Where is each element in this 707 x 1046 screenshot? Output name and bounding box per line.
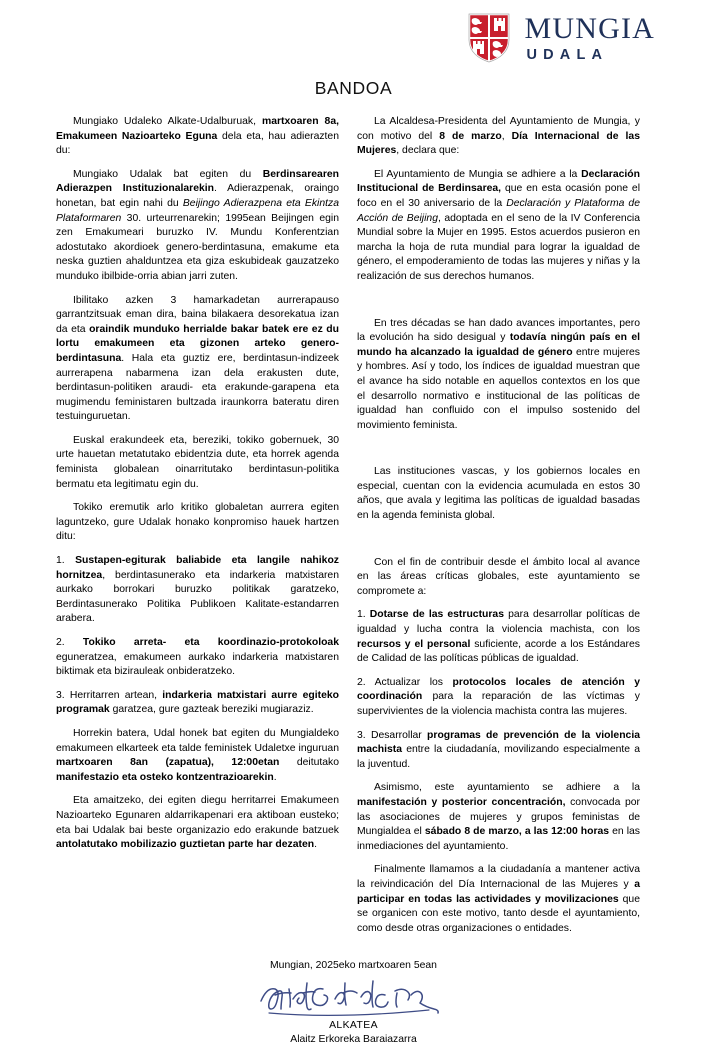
emphasis-bold: protocolos locales de atención y coordinación [357, 676, 640, 703]
basque-paragraph: 2. Tokiko arreta- eta koordinazio-protokoloak eguneratzea, emakumeen aurkako indarkeria matxistaren biktimak eta bizirauleak onbideratzeko. [56, 637, 339, 678]
signature-block [0, 959, 707, 1046]
column-basque [56, 115, 339, 862]
emphasis-bold: programas de prevención de la violencia machista [357, 729, 640, 756]
emphasis-bold: manifestación y posterior concentración, [357, 796, 566, 808]
page-title: BANDOA [314, 78, 393, 98]
emphasis-bold: todavía ningún país en el mundo ha alcanzado la igualdad de género [357, 332, 640, 358]
spanish-paragraph: La Alcaldesa-Presidenta del Ayuntamiento de Mungia, y con motivo del 8 de marzo, Día Internacional de las Mujeres, declara que: [357, 116, 640, 157]
two-column-body [0, 115, 707, 945]
mungia-coat-of-arms-icon [467, 12, 511, 64]
column-spanish [357, 115, 640, 945]
emphasis-bold: martxoaren 8a, Emakumeen Nazioarteko Eguna [56, 116, 339, 142]
logo-brand-name: MUNGIA [524, 11, 655, 45]
basque-paragraph: Ibilitako azken 3 hamarkadetan aurrerapauso garrantzitsuak eman dira, baina bilakaera desorekatua izan da eta oraindik munduko herrialde bakar batek ere ez du lortu emakumeen eta gizonen arteko genero-berdintasuna. Hala eta guztiz ere, berdintasun-indizeek aurrerapena nabarmena izan dela erakusten dute, berdintasun-politiken araudi- eta erakunde-garapena eta mugimendu feministaren bultzada iraunkorra bateratu diren testuinguruetan. [56, 294, 339, 423]
basque-paragraph: Euskal erakundeek eta, bereziki, tokiko gobernuek, 30 urte hauetan metatutako ebidentzia dute, eta horrek agenda feminista globalean oinarritutako berdintasun-politika bermatu eta legitimatu egin du. [56, 434, 339, 490]
basque-paragraph: 1. Sustapen-egiturak baliabide eta langile nahikoz hornitzea, berdintasunerako eta indarkeria matxistaren aurkako borrokari buruzko politikak garatzeko, Berdintasunerako Politika Publikoen Kalitate-estandarren arabera. [56, 555, 339, 625]
basque-paragraph: Horrekin batera, Udal honek bat egiten du Mungialdeko emakumeen elkarteek eta talde feministek Udaletxe inguruan martxoaren 8an (zapatua), 12:00etan deitutako manifestazio eta osteko kontzentrazioarekin. [56, 727, 340, 783]
logo-wordmark [524, 11, 655, 63]
emphasis-bold: Sustapen-egiturak baliabide eta langile nahikoz hornitzea [56, 555, 339, 581]
spanish-paragraph: El Ayuntamiento de Mungia se adhiere a la Declaración Institucional de Berdinsarea, que en esta ocasión pone el foco en el 30 aniversario de la Declaración y Plataforma de Acción de Beijing, adoptada en el seno de la IV Conferencia Mundial sobre la Mujer en 1995. Estos acuerdos pusieron en marcha la hoja de ruta mundial para lograr la igualdad de género, el empoderamiento de todas las mujeres y niñas y la realización de sus derechos humanos. [357, 168, 641, 282]
spanish-paragraph: Asimismo, este ayuntamiento se adhiere a la manifestación y posterior concentración, convocada por las asociaciones de mujeres y grupos feministas de Mungialdea el sábado 8 de marzo, a las 12:00 horas en las inmediaciones del ayuntamiento. [357, 782, 641, 852]
basque-paragraph: Tokiko eremutik arlo kritiko globaletan aurrera egiten laguntzeko, gure Udalak honako konpromiso hauek hartzen ditu: [56, 502, 339, 543]
logo-sub-brand-name: UDALA [526, 46, 609, 63]
emphasis-bold: oraindik munduko herrialde bakar batek ere ez du lortu emakumeen eta gizonen arteko genero-berdintasuna [56, 323, 339, 364]
emphasis-bold: indarkeria matxistari aurre egiteko programak [56, 689, 339, 716]
emphasis-bold: martxoaren 8an (zapatua), 12:00etan [56, 757, 280, 769]
emphasis-italic: Beijingo Adierazpena eta Ekintza Plataformaren [56, 197, 339, 224]
spanish-paragraph: Finalmente llamamos a la ciudadanía a mantener activa la reivindicación del Día Internacional de las Mujeres y a participar en todas las actividades y movilizaciones que se organicen con este motivo, tanto desde el ayuntamiento, como desde otras organizaciones o entidades. [357, 864, 640, 934]
signature-place-date: Mungian, 2025eko martxoaren 5ean [270, 960, 437, 972]
mungia-udala-logo [467, 12, 655, 64]
signer-role: ALKATEA [329, 1020, 378, 1032]
emphasis-bold: sábado 8 de marzo, a las 12:00 horas [424, 826, 610, 838]
emphasis-bold: Berdinsarearen Adierazpen Instituzionalarekin [56, 168, 339, 195]
emphasis-bold: Dotarse de las estructuras [369, 609, 504, 621]
emphasis-bold: recursos y el personal [357, 638, 471, 650]
emphasis-bold: Día Internacional de las Mujeres [357, 130, 640, 157]
emphasis-bold: manifestazio eta osteko kontzentrazioarekin [56, 771, 274, 783]
spanish-paragraph: 3. Desarrollar programas de prevención de la violencia machista entre la ciudadanía, movilizando especialmente a la juventud. [357, 729, 640, 770]
emphasis-bold: Tokiko arreta- eta koordinazio-protokoloak [82, 637, 339, 648]
signer-name: Alaitz Erkoreka Baraiazarra [290, 1033, 417, 1045]
spanish-paragraph: 1. Dotarse de las estructuras para desarrollar políticas de igualdad y lucha contra la violencia machista, con los recursos y el personal suficiente, acorde a los Estándares de Calidad de las políticas públicas de igualdad. [357, 609, 640, 665]
emphasis-bold: 8 de marzo [439, 130, 502, 142]
basque-paragraph: Mungiako Udalak bat egiten du Berdinsarearen Adierazpen Instituzionalarekin. Adierazpenak, oraingo honetan, bat egin nahi du Beijingo Adierazpena eta Ekintza Plataformaren 30. urteurrenarekin; 1995ean Beijingen egin zen Emakumeari buruzko IV. Mundu Konferentzian adostutako akordioek genero-berdintasuna, emakume eta neska guztien ahalduntzea eta giza eskubideak gauzatzeko munduko ibilbide-orria abian jarri zuten. [56, 168, 339, 282]
spanish-paragraph: Con el fin de contribuir desde el ámbito local al avance en las áreas críticas globales, este ayuntamiento se compromete a: [357, 556, 640, 597]
handwritten-signature-icon [0, 975, 707, 1019]
document-header [0, 0, 707, 72]
spanish-paragraph: En tres décadas se han dado avances importantes, pero la evolución ha sido desigual y todavía ningún país en el mundo ha alcanzado la igualdad de género entre mujeres y hombres. Así y todo, los índices de igualdad muestran que el avance ha sido notable en aquellos contextos en los que el desarrollo normativo e institucional de las políticas de igualdad han confluido con el impulso sostenido del movimiento feminista. [357, 317, 641, 431]
basque-paragraph: Eta amaitzeko, dei egiten diegu herritarrei Emakumeen Nazioarteko Egunaren aldarrikapenari era aktiboan eusteko; eta bai Udalak bai beste organizazio edo erakunde batzuek antolatutako mobilizazio guztietan parte har dezaten. [56, 795, 339, 851]
emphasis-bold: antolatutako mobilizazio guztietan parte har dezaten [56, 839, 315, 851]
basque-paragraph: 3. Herritarren artean, indarkeria matxistari aurre egiteko programak garatzea, gure gazteak bereziki mugiaraziz. [56, 689, 339, 716]
spanish-paragraph: Las instituciones vascas, y los gobiernos locales en especial, cuentan con la evidencia acumulada en estos 30 años, que avala y legitima las políticas de igualdad basadas en la agenda feminista global. [357, 466, 640, 522]
emphasis-bold: Declaración Institucional de Berdinsarea, [357, 168, 640, 195]
emphasis-bold: a participar en todas las actividades y movilizaciones [357, 878, 640, 905]
basque-paragraph: Mungiako Udaleko Alkate-Udalburuak, martxoaren 8a, Emakumeen Nazioarteko Eguna dela eta, hau adierazten du: [56, 116, 339, 157]
spanish-paragraph: 2. Actualizar los protocolos locales de atención y coordinación para la reparación de las víctimas y supervivientes de la violencia machista contra las mujeres. [357, 676, 640, 717]
emphasis-italic: Declaración y Plataforma de Acción de Beijing [357, 197, 640, 224]
